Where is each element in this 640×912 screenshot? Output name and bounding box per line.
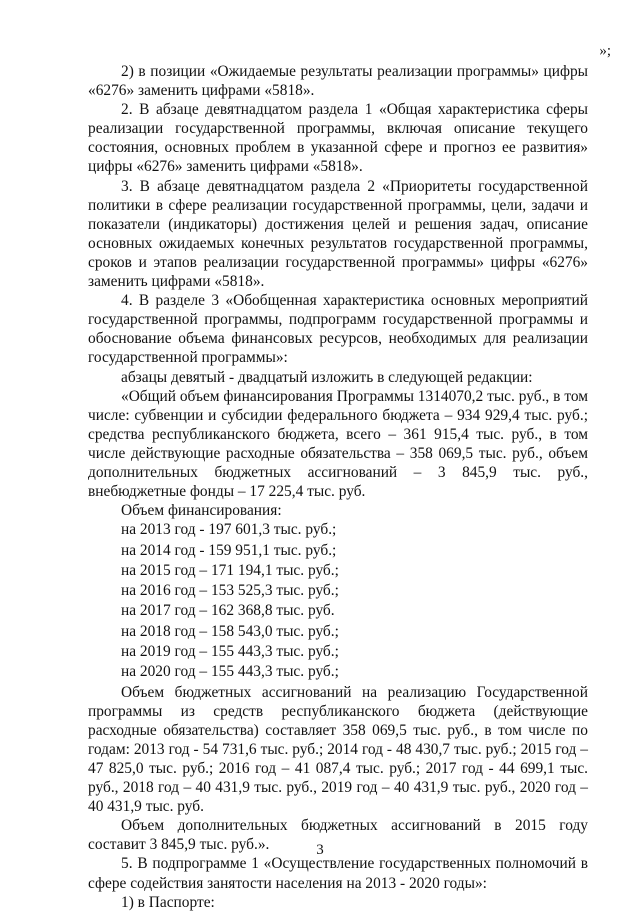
funding-year-2018: на 2018 год – 158 543,0 тыс. руб.; (121, 622, 339, 640)
funding-year-2016: на 2016 год – 153 525,3 тыс. руб.; (121, 582, 339, 600)
funding-year-2020: на 2020 год – 155 443,3 тыс. руб.; (121, 663, 339, 681)
paragraph-section-1: 2. В абзаце девятнадцатом раздела 1 «Общая характеристика сферы реализации государственной программы, включая описание текущего состояния, основных проблем в указанной сфере и прогноз ее развития» цифры «6276» заменить цифрами «5818». (88, 101, 588, 176)
funding-label: Объем финансирования: (121, 502, 282, 520)
paragraph-additional-allocations: Объем дополнительных бюджетных ассигнований в 2015 году составит 3 845,9 тыс. руб.». (88, 817, 588, 854)
funding-year-2013: на 2013 год - 197 601,3 тыс. руб.; (121, 521, 337, 539)
body-text (88, 62, 588, 912)
paragraph-section-3: 4. В разделе 3 «Обобщенная характеристика основных мероприятий государственной программы, подпрограмм государственной программы и обоснование объема финансовых ресурсов, необходимых для реализации государственной программы»: (88, 292, 588, 367)
paragraph-total-funding: «Общий объем финансирования Программы 1314070,2 тыс. руб., в том числе: субвенции и субсидии федерального бюджета – 934 929,4 тыс. руб.; средства республиканского бюджета, всего – 361 915,4 тыс. руб., в том числе действующие расходные обязательства – 358 069,5 тыс. руб., объем дополнительных бюджетных ассигнований – 3 845,9 тыс. руб., внебюджетные фонды – 17 225,4 тыс. руб. (88, 387, 588, 501)
paragraph-subprogram-1: 5. В подпрограмме 1 «Осуществление государственных полномочий в сфере содействия занятости населения на 2013 - 2020 годы»: (88, 855, 588, 892)
paragraph-section-2: 3. В абзаце девятнадцатом раздела 2 «Приоритеты государственной политики в сфере реализации государственной программы, цели, задачи и показатели (индикаторы) достижения целей и решения задач, описание основных ожидаемых конечных результатов государственной программы, сроков и этапов реализации государственной программы» цифры «6276» заменить цифрами «5818». (88, 177, 588, 291)
paragraph-item-2: 2) в позиции «Ожидаемые результаты реализации программы» цифры «6276» заменить цифрами «5818». (88, 63, 588, 100)
corner-mark: »; (599, 43, 611, 59)
funding-year-2015: на 2015 год – 171 194,1 тыс. руб.; (121, 561, 339, 579)
paragraph-passport: 1) в Паспорте: (121, 893, 215, 911)
funding-years-list (88, 520, 588, 682)
paragraph-replace-intro: абзацы девятый - двадцатый изложить в следующей редакции: (121, 368, 533, 386)
page-number: 3 (316, 842, 324, 858)
funding-year-2019: на 2019 год – 155 443,3 тыс. руб.; (121, 643, 339, 661)
funding-year-2017: на 2017 год – 162 368,8 тыс. руб. (121, 602, 335, 620)
paragraph-budget-allocations: Объем бюджетных ассигнований на реализацию Государственной программы из средств республиканского бюджета (действующие расходные обязательства) составляет 358 069,5 тыс. руб., в том числе по годам: 2013 год - 54 731,6 тыс. руб.; 2014 год - 48 430,7 тыс. руб.; 2015 год – 47 825,0 тыс. руб.; 2016 год – 41 087,4 тыс. руб.; 2017 год - 44 699,1 тыс. руб., 2018 год – 40 431,9 тыс. руб., 2019 год – 40 431,9 тыс. руб., 2020 год – 40 431,9 тыс. руб. (88, 683, 588, 816)
funding-year-2014: на 2014 год - 159 951,1 тыс. руб.; (121, 541, 337, 559)
